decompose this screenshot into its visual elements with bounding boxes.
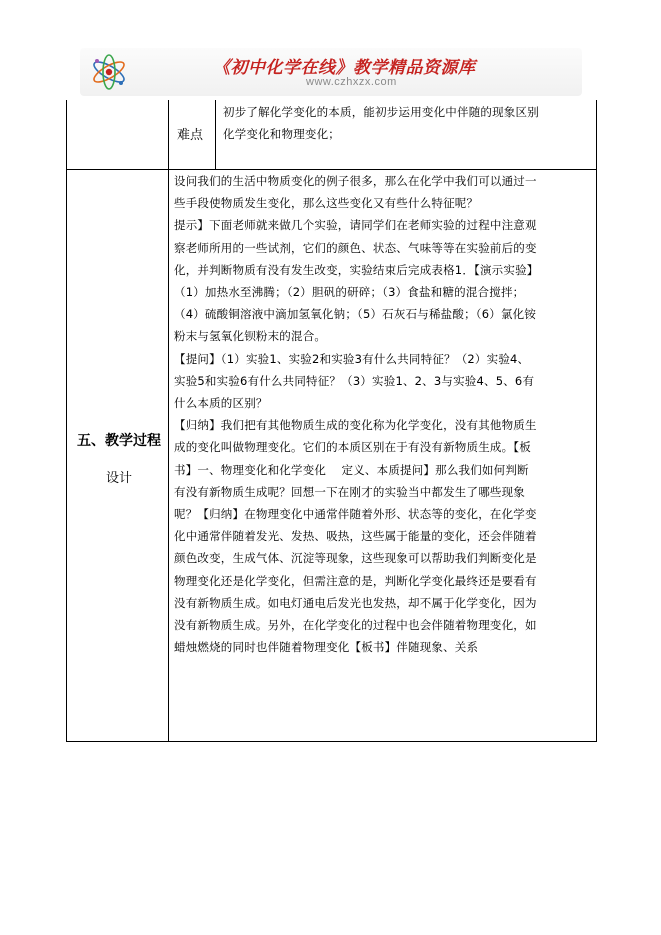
text-line: 颜色改变，生成气体、沉淀等现象，这些现象可以帮助我们判断变化是 <box>174 551 537 566</box>
text-line: 粉末与氢氧化钡粉末的混合。 <box>174 329 327 344</box>
section-label: 五、教学过程 <box>77 433 161 449</box>
text-line: 没有新物质生成。如电灯通电后发光也发热，却不属于化学变化，因为 <box>174 595 537 610</box>
text-line: 蜡烛燃烧的同时也伴随着物理变化【板书】伴随现象、关系 <box>174 640 479 655</box>
text-line: 初步了解化学变化的本质，能初步运用变化中伴随的现象区别 <box>223 105 539 119</box>
text-line: 化，并判断物质有没有发生改变，实验结束后完成表格1．【演示实验】 <box>174 262 539 277</box>
molecule-logo-icon <box>88 52 130 92</box>
text-line: 实验5和实验6有什么共同特征？（3）实验1、2、3与实验4、5、6有 <box>174 373 535 388</box>
text-line: 呢？【归纳】在物理变化中通常伴随着外形、状态等的变化，在化学变 <box>174 507 537 522</box>
banner-url: www.czhxzx.com <box>306 76 397 88</box>
text-line: 书】一、物理变化和化学变化 定义、本质提问】那么我们如何判断 <box>174 462 529 477</box>
table-divider-col1 <box>168 100 169 742</box>
difficulty-label: 难点 <box>177 128 204 143</box>
text-line: （4）硫酸铜溶液中滴加氢氧化钠；（5）石灰石与稀盐酸；（6）氯化铵 <box>174 307 537 322</box>
text-line: 没有新物质生成。另外，在化学变化的过程中也会伴随着物理变化，如 <box>174 618 537 633</box>
table-border-bottom <box>66 741 597 742</box>
process-content <box>174 170 595 658</box>
banner-title: 《初中化学在线》教学精品资源库 <box>213 58 476 78</box>
text-line: 些手段使物质发生变化，那么这些变化又有些什么特征呢？ <box>174 196 479 211</box>
difficulty-content <box>223 101 595 145</box>
table-divider-col2 <box>215 100 216 170</box>
text-line: 化学变化和物理变化； <box>223 127 340 142</box>
text-line: 【提问】（1）实验1、实验2和实验3有什么共同特征？（2）实验4、 <box>174 351 530 366</box>
text-line: 提示】下面老师就来做几个实验，请同学们在老师实验的过程中注意观 <box>174 218 537 233</box>
table-border-left <box>66 100 67 742</box>
table-border-right <box>596 100 597 742</box>
text-line: 物理变化还是化学变化，但需注意的是，判断化学变化最终还是要看有 <box>174 573 537 588</box>
section-sublabel: 设计 <box>105 471 132 486</box>
text-line: （1）加热水至沸腾；（2）胆矾的研碎；（3）食盐和糖的混合搅拌； <box>174 285 525 300</box>
text-line: 【归纳】我们把有其他物质生成的变化称为化学变化，没有其他物质生 <box>174 418 537 433</box>
text-line: 有没有新物质生成呢？回想一下在刚才的实验当中都发生了哪些现象 <box>174 484 525 499</box>
lesson-plan-table <box>66 100 597 742</box>
text-line: 什么本质的区别？ <box>174 396 268 411</box>
header-banner <box>80 48 582 96</box>
text-line: 设问我们的生活中物质变化的例子很多，那么在化学中我们可以通过一 <box>174 174 537 188</box>
text-line: 化中通常伴随着发光、发热、吸热，这些属于能量的变化，还会伴随着 <box>174 529 537 544</box>
text-line: 察老师所用的一些试剂，它们的颜色、状态、气味等等在实验前后的变 <box>174 240 537 255</box>
text-line: 成的变化叫做物理变化。它们的本质区别在于有没有新物质生成。【板 <box>174 440 531 455</box>
